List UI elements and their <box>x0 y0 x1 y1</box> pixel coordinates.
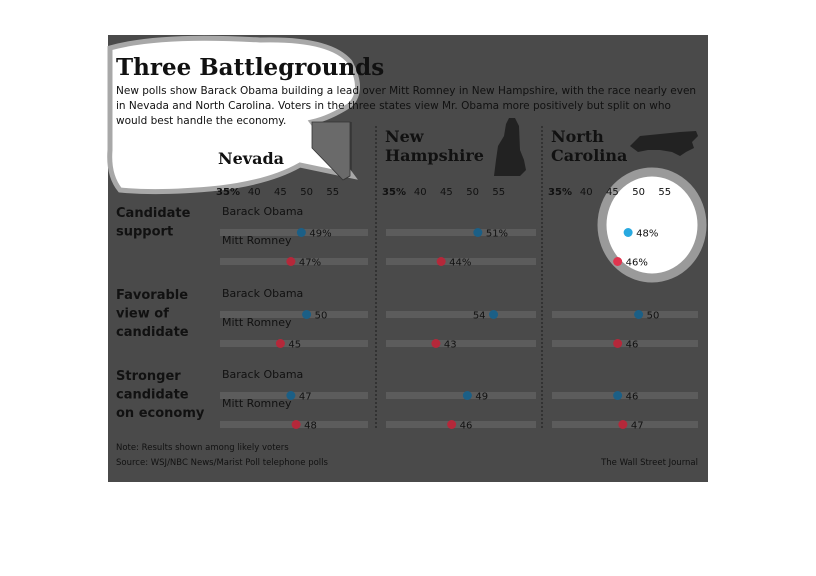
state-header-1-line-1: Hampshire <box>385 146 484 165</box>
north-carolina-state-shape <box>630 131 698 156</box>
dot-0-1-0 <box>286 257 295 266</box>
dot-1-1-2 <box>613 339 622 348</box>
dot-1-1-1 <box>431 339 440 348</box>
value-label-2-1-1: 46 <box>459 420 473 432</box>
x-tick-1-1: 40 <box>413 187 427 198</box>
dot-2-0-1 <box>463 391 472 400</box>
state-header-2-line-1: Carolina <box>551 146 628 165</box>
state-header-2-line-0: North <box>551 127 604 146</box>
category-label-2-line-0: Stronger <box>116 369 181 384</box>
value-label-1-1-0: 45 <box>288 339 302 351</box>
value-label-2-0-0: 47 <box>298 391 312 403</box>
x-tick-2-2: 45 <box>606 187 619 198</box>
candidate-label-1-0: Barack Obama <box>222 287 304 300</box>
x-tick-1-3: 50 <box>466 187 479 198</box>
dot-0-0-0 <box>297 228 306 237</box>
x-tick-0-0: 35% <box>216 187 240 198</box>
candidate-label-1-1: Mitt Romney <box>222 316 292 329</box>
x-tick-1-2: 45 <box>440 187 453 198</box>
candidate-label-2-1: Mitt Romney <box>222 397 292 410</box>
dot-1-0-2 <box>634 310 643 319</box>
category-label-1-line-1: view of <box>116 306 169 322</box>
track-1-1-1 <box>386 340 536 347</box>
dot-2-1-2 <box>618 420 627 429</box>
value-label-0-0-2: 48% <box>636 228 659 240</box>
dot-2-1-1 <box>447 420 456 429</box>
track-0-0-1 <box>386 229 536 236</box>
dot-0-1-1 <box>437 257 446 266</box>
chart-title: Three Battlegrounds <box>116 54 385 81</box>
footer-source: Source: WSJ/NBC News/Marist Poll telephone polls <box>116 458 328 468</box>
value-label-1-0-0: 50 <box>314 310 328 322</box>
category-label-2-line-1: candidate <box>116 387 189 403</box>
category-label-1-line-2: candidate <box>116 325 189 340</box>
category-label-2-line-2: on economy <box>116 406 205 421</box>
category-label-1-line-0: Favorable <box>116 288 189 303</box>
candidate-label-2-0: Barack Obama <box>222 368 304 381</box>
dot-1-0-1 <box>489 310 498 319</box>
footer-note: Note: Results shown among likely voters <box>116 443 289 453</box>
footer-credit: The Wall Street Journal <box>601 458 698 468</box>
value-label-2-0-2: 46 <box>625 391 639 403</box>
subtitle-line-2: in Nevada and North Carolina. Voters in the three states view Mr. Obama more positively but split on who <box>116 100 671 112</box>
x-tick-1-4: 55 <box>492 187 506 198</box>
x-tick-0-4: 55 <box>326 187 340 198</box>
value-label-0-1-1: 44% <box>449 257 472 269</box>
value-label-0-0-1: 51% <box>485 228 509 240</box>
candidate-label-0-0: Barack Obama <box>222 205 304 218</box>
category-label-0-line-0: Candidate <box>116 206 191 221</box>
dot-2-1-0 <box>292 420 301 429</box>
x-tick-2-0: 35% <box>548 187 572 198</box>
category-label-0-line-1: support <box>116 224 174 240</box>
value-label-0-1-0: 47% <box>298 257 322 269</box>
x-tick-2-4: 55 <box>658 187 672 198</box>
value-label-2-1-0: 48 <box>304 420 317 432</box>
dot-0-0-2 <box>624 228 633 237</box>
x-tick-1-0: 35% <box>382 187 406 198</box>
track-1-0-1 <box>386 311 536 318</box>
value-label-0-0-0: 49% <box>309 228 332 240</box>
value-label-1-1-2: 46 <box>625 339 639 351</box>
x-tick-0-1: 40 <box>247 187 261 198</box>
x-tick-2-3: 50 <box>632 187 645 198</box>
dot-0-1-2 <box>613 257 622 266</box>
value-label-1-0-1: 54 <box>472 310 486 322</box>
subtitle-line-3: would best handle the economy. <box>116 115 287 127</box>
x-tick-0-3: 50 <box>300 187 313 198</box>
state-header-1-line-0: New <box>385 127 424 146</box>
value-label-1-1-1: 43 <box>443 339 457 351</box>
dot-1-1-0 <box>276 339 285 348</box>
state-header-0-line-0: Nevada <box>218 149 285 168</box>
subtitle-line-1: New polls show Barack Obama building a lead over Mitt Romney in New Hampshire, with the race nearly even <box>116 85 697 97</box>
value-label-2-0-1: 49 <box>475 391 489 403</box>
track-2-0-1 <box>386 392 536 399</box>
track-1-0-2 <box>552 311 698 318</box>
x-tick-0-2: 45 <box>274 187 287 198</box>
value-label-0-1-2: 46% <box>625 257 648 269</box>
new-hampshire-state-shape <box>494 118 526 176</box>
x-tick-2-1: 40 <box>579 187 593 198</box>
candidate-label-0-1: Mitt Romney <box>222 234 292 247</box>
dot-0-0-1 <box>473 228 482 237</box>
dot-2-0-2 <box>613 391 622 400</box>
value-label-2-1-2: 47 <box>630 420 644 432</box>
dot-1-0-0 <box>302 310 311 319</box>
value-label-1-0-2: 50 <box>646 310 660 322</box>
